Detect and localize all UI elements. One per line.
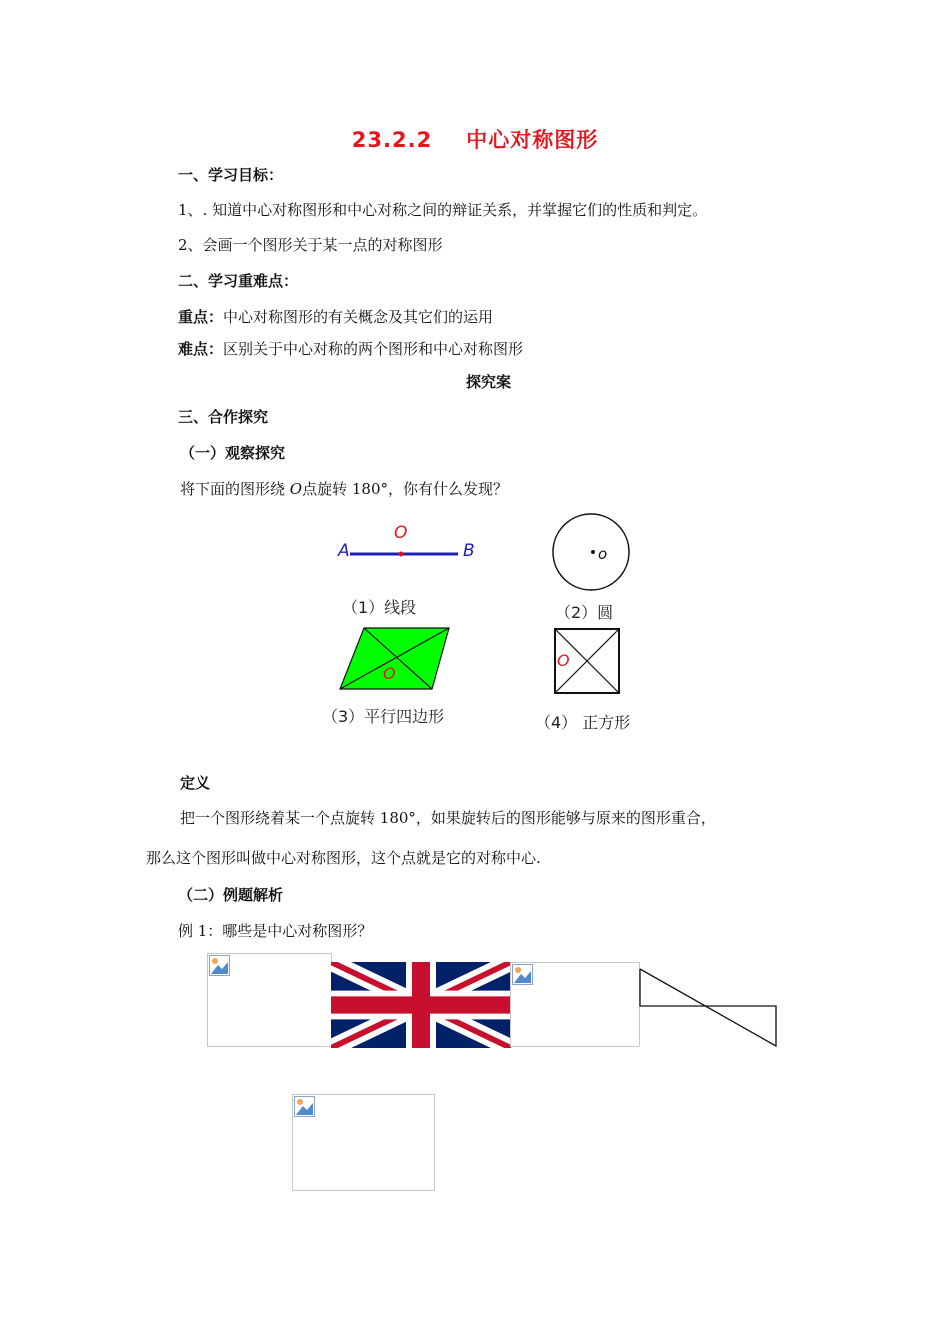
segment-label-o: O — [394, 523, 408, 543]
parallelogram-figure — [335, 624, 455, 694]
difficulty-label: 难点： — [178, 340, 224, 358]
broken-image-icon — [209, 955, 231, 977]
circle-figure — [548, 510, 638, 600]
title-number: 23.2.2 — [351, 128, 433, 152]
bowtie-figure — [636, 966, 781, 1050]
example-1: 例 1：哪些是中心对称图形？ — [178, 922, 373, 940]
square-figure — [552, 626, 624, 698]
broken-image-icon — [294, 1096, 316, 1118]
subheading-examples: （二）例题解析 — [178, 886, 284, 904]
section-heading-explore: 三、合作探究 — [178, 408, 269, 426]
key-point-label: 重点： — [178, 308, 224, 326]
goal-item-2: 2、会画一个图形关于某一点的对称图形 — [178, 236, 443, 254]
center-heading: 探究案 — [466, 373, 512, 391]
question-line — [180, 478, 508, 499]
question-post: 点旋转 180°，你有什么发现？ — [302, 480, 508, 498]
subheading-observe: （一）观察探究 — [180, 444, 286, 462]
broken-image-3 — [292, 1094, 435, 1191]
parallelogram-caption: （3）平行四边形 — [322, 707, 445, 726]
key-point-text: 中心对称图形的有关概念及其它们的运用 — [223, 308, 494, 326]
question-var: O — [289, 480, 303, 498]
definition-line-1: 把一个图形绕着某一个点旋转 180°，如果旋转后的图形能够与原来的图形重合， — [180, 809, 716, 827]
square-caption: （4） 正方形 — [535, 713, 631, 732]
question-pre: 将下面的图形绕 — [180, 480, 290, 498]
definition-label: 定义 — [180, 774, 211, 792]
goal-item-1: 1、. 知道中心对称图形和中心对称之间的辩证关系，并掌握它们的性质和判定。 — [178, 201, 708, 219]
segment-caption: （1）线段 — [342, 598, 417, 617]
segment-label-a: A — [338, 541, 350, 561]
circle-caption: （2）圆 — [555, 603, 614, 622]
parallelogram-label-o: O — [383, 664, 396, 683]
definition-line-2: 那么这个图形叫做中心对称图形，这个点就是它的对称中心. — [146, 849, 541, 867]
broken-image-2 — [510, 962, 640, 1047]
square-label-o: O — [557, 651, 570, 670]
broken-image-1 — [207, 953, 332, 1047]
section-heading-key-points: 二、学习重难点： — [178, 272, 299, 290]
union-flag-image — [331, 962, 511, 1048]
circle-center — [591, 550, 595, 554]
key-point-line — [178, 306, 493, 327]
broken-image-icon — [512, 964, 534, 986]
circle-label-o: o — [598, 545, 608, 563]
segment-label-b: B — [463, 541, 475, 561]
title-text: 中心对称图形 — [466, 128, 599, 152]
section-heading-goals: 一、学习目标： — [178, 166, 284, 184]
segment-midpoint — [399, 552, 404, 557]
page-title — [0, 124, 950, 154]
difficulty-text: 区别关于中心对称的两个图形和中心对称图形 — [223, 340, 524, 358]
bowtie-shape — [640, 969, 776, 1046]
difficulty-line — [178, 338, 523, 359]
